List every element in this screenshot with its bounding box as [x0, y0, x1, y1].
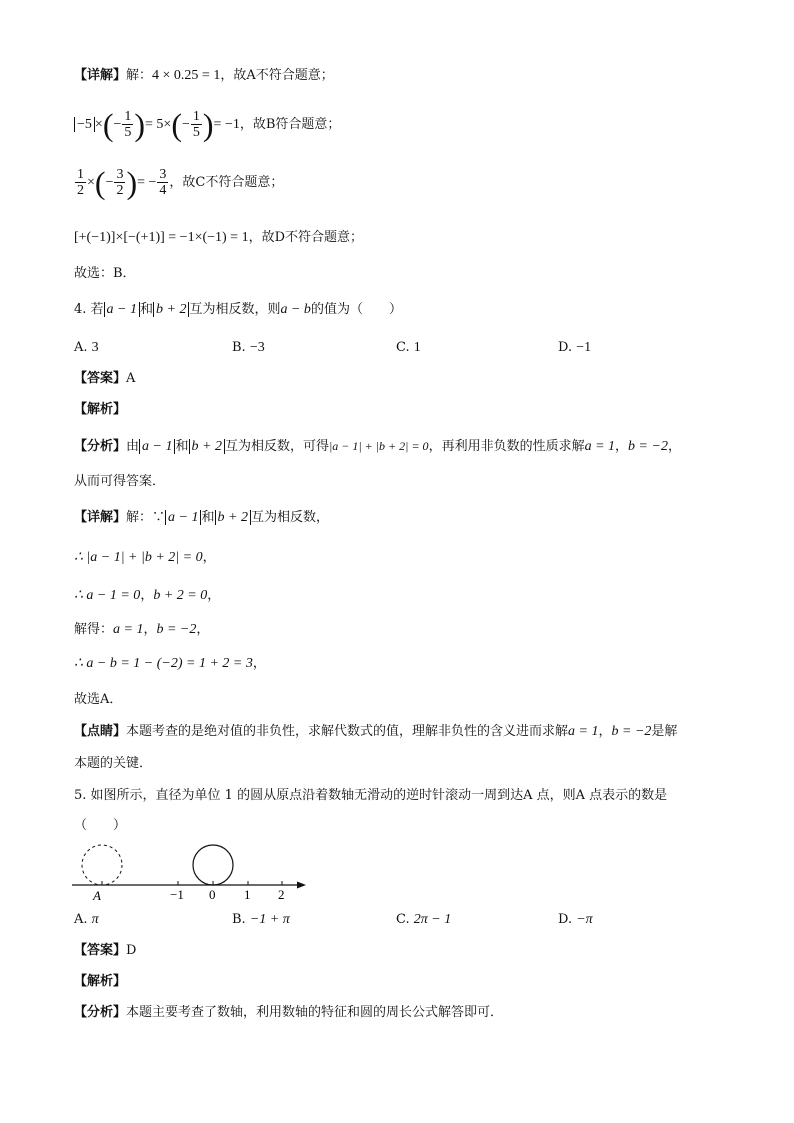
option-label: D. [558, 340, 573, 355]
abs-expr: a − 1 [104, 302, 140, 317]
option-value: 2π − 1 [413, 912, 452, 927]
math-expr: b = −2 [628, 439, 668, 454]
tick-label-2: 2 [278, 887, 285, 902]
detail-text: 解：∵ [126, 510, 166, 525]
q4-step-4 [74, 654, 266, 674]
fenxi-text: ，再利用非负数的性质求解 [428, 439, 585, 454]
detail-head: 解： [126, 68, 153, 83]
option-b-verdict: ，故B符合题意； [239, 117, 341, 132]
numerator: 3 [159, 167, 167, 182]
fenxi-tag: 【分析】 [74, 1005, 127, 1020]
q4-choose: 故选A． [74, 692, 123, 707]
minus-sign: − [113, 117, 122, 132]
detail-text: 和 [201, 510, 215, 525]
q4-answer [74, 369, 135, 389]
fenxi-text: 互为相反数，可得 [224, 439, 329, 454]
abs-expr: b + 2 [189, 439, 225, 454]
right-paren: ) [134, 106, 146, 143]
fenxi-text: 本题主要考查了数轴，利用数轴的特征和圆的周长公式解答即可． [126, 1005, 504, 1020]
option-label: D. [558, 912, 573, 927]
comma: ， [598, 724, 612, 739]
option-value: −1 [576, 340, 592, 355]
answer-value: D [126, 943, 137, 958]
option-value: −3 [249, 340, 265, 355]
q4-stem [74, 300, 402, 320]
comma: ， [202, 550, 216, 565]
math-expr: = − [137, 175, 157, 190]
math-expr: ∴ a − b = 1 − (−2) = 1 + 2 = 3 [74, 656, 253, 671]
q3-detail-line-c [74, 166, 283, 200]
q4-fenxi-cont: 从而可得答案． [74, 474, 166, 489]
answer-tag: 【答案】 [74, 371, 127, 386]
q4-analysis-tag: 【解析】 [74, 402, 127, 417]
comma: ， [615, 439, 629, 454]
abs-expr: b + 2 [215, 510, 251, 525]
abs-expr: a − 1 [139, 439, 175, 454]
math-expr: ∴ |a − 1| + |b + 2| = 0 [74, 550, 203, 565]
abs-value: −5 [74, 117, 95, 132]
q4-dianjing [74, 722, 677, 742]
q5-option-b [232, 910, 290, 930]
math-expr: 4 × 0.25 = 1 [152, 68, 221, 83]
q5-analysis-tag: 【解析】 [74, 974, 127, 989]
option-value: 3 [91, 340, 99, 355]
fraction [122, 109, 133, 140]
q4-option-d [558, 338, 591, 358]
fraction [114, 167, 125, 198]
option-label: B. [232, 340, 246, 355]
math-expr: |a − 1| + |b + 2| = 0 [328, 439, 429, 453]
answer-value: A [126, 371, 136, 386]
q3-detail-line-b [74, 108, 340, 142]
math-expr: b + 2 = 0 [153, 588, 208, 603]
comma: ， [667, 439, 681, 454]
math-expr: a = 1 [584, 439, 616, 454]
math-expr: b = −2 [156, 622, 197, 637]
stem-text: 互为相反数，则 [189, 302, 281, 317]
q4-option-c [396, 338, 421, 358]
denominator: 5 [192, 125, 200, 140]
q5-option-c [396, 910, 451, 930]
denominator: 2 [116, 183, 124, 198]
axis-arrow-icon [297, 882, 306, 889]
tick-label-1: 1 [244, 887, 251, 902]
math-expr: a − b [280, 302, 311, 317]
detail-tag: 【详解】 [74, 68, 127, 83]
option-label: A. [74, 340, 88, 355]
option-label: A. [74, 912, 88, 927]
q4-detail-head [74, 508, 329, 528]
left-paren: ( [102, 106, 114, 143]
fraction [157, 167, 168, 198]
math-expr: b = −2 [611, 724, 652, 739]
number-line-figure [66, 838, 316, 904]
q3-detail-line-d [74, 228, 363, 248]
fraction [191, 109, 202, 140]
q5-option-a [74, 910, 99, 930]
math-expr: = 5× [145, 117, 172, 132]
minus-sign: − [105, 175, 114, 190]
q5-option-d [558, 910, 593, 930]
q4-step-1 [74, 548, 216, 568]
math-expr: ∴ a − 1 = 0 [74, 588, 141, 603]
abs-expr: a − 1 [165, 510, 201, 525]
tick-label-neg1: −1 [170, 887, 184, 902]
fenxi-text: 由 [126, 439, 140, 454]
numerator: 1 [77, 167, 84, 182]
math-expr: a = 1 [568, 724, 599, 739]
option-value: −1 + π [249, 912, 290, 927]
q3-choose: 故选：B． [74, 266, 136, 281]
numerator: 1 [192, 109, 200, 124]
math-expr: a = 1 [113, 622, 144, 637]
option-label: C. [396, 912, 410, 927]
option-label: C. [396, 340, 410, 355]
minus-sign: − [181, 117, 190, 132]
fraction [75, 167, 86, 198]
q5-stem: 5. 如图所示，直径为单位 1 的圆从原点沿着数轴无滑动的逆时针滚动一周到达A 点，则A 点表示的数是 [74, 788, 668, 803]
denominator: 4 [159, 183, 167, 198]
q4-dianjing-cont: 本题的关键． [74, 756, 153, 771]
q4-option-a [74, 338, 99, 358]
q5-stem-blank: （ ） [74, 818, 127, 833]
stem-text: 的值为（ ） [310, 302, 402, 317]
option-label: B. [232, 912, 246, 927]
step-label: 解得： [74, 622, 114, 637]
q4-step-3 [74, 620, 209, 640]
detail-tag: 【详解】 [74, 510, 127, 525]
option-value: π [91, 912, 99, 927]
dianjing-text: 本题考查的是绝对值的非负性，求解代数式的值，理解非负性的含义进而求解 [126, 724, 569, 739]
option-value: −π [576, 912, 593, 927]
tick-label-0: 0 [209, 887, 216, 902]
option-d-verdict: ，故D不符合题意； [248, 230, 364, 245]
math-expr: = −1 [213, 117, 240, 132]
answer-tag: 【答案】 [74, 943, 127, 958]
left-paren: ( [94, 164, 106, 201]
numerator: 3 [116, 167, 124, 182]
comma: ， [207, 588, 221, 603]
comma: ， [252, 656, 266, 671]
times-sign: × [94, 117, 103, 132]
circle-at-origin [193, 845, 233, 885]
fenxi-text: 和 [175, 439, 189, 454]
label-a: A [93, 888, 101, 903]
comma: ， [196, 622, 210, 637]
stem-text: 4. 若 [74, 302, 104, 317]
option-c-verdict: ，故C不符合题意； [169, 175, 284, 190]
q4-step-2 [74, 586, 220, 606]
denominator: 5 [124, 125, 132, 140]
abs-expr: b + 2 [153, 302, 189, 317]
right-paren: ) [126, 164, 138, 201]
math-expr: [+(−1)]×[−(+1)] = −1×(−1) = 1 [74, 230, 249, 245]
stem-text: 和 [140, 302, 154, 317]
comma: ， [143, 622, 157, 637]
option-value: 1 [413, 340, 421, 355]
times-sign: × [87, 175, 95, 190]
q4-fenxi [74, 436, 681, 457]
numerator: 1 [124, 109, 132, 124]
comma: ， [140, 588, 154, 603]
dianjing-tag: 【点睛】 [74, 724, 127, 739]
dashed-circle-at-a [82, 845, 122, 885]
detail-text: 互为相反数， [250, 510, 329, 525]
right-paren: ) [202, 106, 214, 143]
q3-detail-line-a [74, 66, 334, 86]
q5-answer [74, 941, 136, 961]
q5-fenxi [74, 1003, 503, 1023]
fenxi-tag: 【分析】 [74, 439, 127, 454]
denominator: 2 [77, 183, 84, 198]
option-a-verdict: ，故A不符合题意； [220, 68, 334, 83]
q4-option-b [232, 338, 265, 358]
dianjing-text: 是解 [651, 724, 678, 739]
left-paren: ( [171, 106, 182, 143]
